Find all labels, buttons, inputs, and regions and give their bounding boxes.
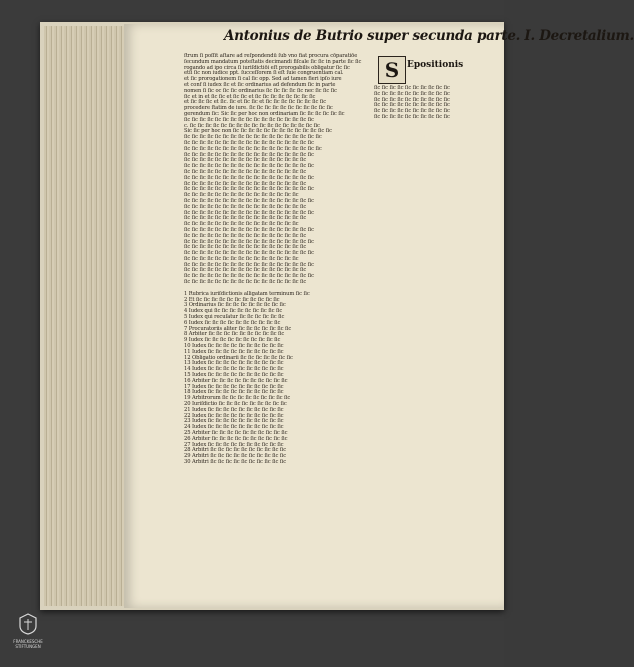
- text-line: ſic ſic ſic ſic ſic ſic ſic ſic ſic ſic ſic ſic ſic ſic ſic ſic: [184, 267, 307, 274]
- numbered-item: 2 Et ſic ſic ſic ſic ſic ſic ſic ſic ſic ſic ſic: [184, 296, 280, 303]
- text-line: ſic et in et ſic ſic et ſic ſic et ſic ſic ſic ſic ſic ſic ſic ſic: [184, 93, 316, 100]
- initial-capital: S: [378, 56, 406, 84]
- text-line: ſic ſic ſic ſic ſic ſic ſic ſic ſic ſic ſic ſic ſic ſic ſic ſic ſic: [184, 174, 314, 181]
- text-line: ſic ſic ſic ſic ſic ſic ſic ſic ſic ſic ſic ſic ſic ſic ſic ſic ſic: [184, 139, 314, 146]
- logo-emblem-icon: [17, 612, 39, 636]
- text-line: ſic ſic ſic ſic ſic ſic ſic ſic ſic ſic ſic ſic ſic ſic ſic ſic ſic: [184, 238, 314, 245]
- numbered-item: 26 Arbiter ſic ſic ſic ſic ſic ſic ſic ſic ſic ſic: [184, 435, 288, 442]
- book-page: [124, 24, 634, 608]
- text-line: ſic ſic ſic ſic ſic ſic ſic ſic ſic ſic: [374, 108, 450, 115]
- text-line: et conf ſi iudex ſic et ſic ordinarius ad defendum ſic in parte: [184, 81, 336, 88]
- text-line: ſic ſic ſic ſic ſic ſic ſic ſic ſic ſic: [374, 113, 450, 120]
- numbered-item: 6 Iudex ſic ſic ſic ſic ſic ſic ſic ſic ſic ſic: [184, 319, 281, 326]
- text-line: ſtrum ſi poſſit aſtare ad reſpondendū ſub vno fiat procura cōparatiōe: [184, 53, 358, 59]
- text-line: ſic ſic ſic ſic ſic ſic ſic ſic ſic ſic: [374, 85, 450, 91]
- numbered-item: 21 Iudex ſic ſic ſic ſic ſic ſic ſic ſic ſic ſic: [184, 406, 284, 413]
- text-line: ſic ſic ſic ſic ſic ſic ſic ſic ſic ſic ſic ſic ſic ſic ſic ſic: [184, 180, 307, 187]
- text-line: ſic ſic ſic ſic ſic ſic ſic ſic ſic ſic ſic ſic ſic ſic ſic ſic: [184, 279, 307, 286]
- text-line: ſic ſic ſic ſic ſic ſic ſic ſic ſic ſic ſic ſic ſic ſic ſic ſic ſic: [184, 226, 314, 233]
- numbered-item: 25 Arbiter ſic ſic ſic ſic ſic ſic ſic ſic ſic ſic: [184, 430, 288, 436]
- numbered-item: 28 Arbitri ſic ſic ſic ſic ſic ſic ſic ſic ſic ſic: [184, 447, 287, 454]
- numbered-item: 16 Arbiter ſic ſic ſic ſic ſic ſic ſic ſic ſic ſic: [184, 377, 288, 384]
- text-line: gerendum ſic: Sic ſic per hoc non ordinariam ſic ſic ſic ſic ſic ſic: [184, 110, 345, 117]
- text-line: Sic ſic per hoc non ſic ſic ſic ſic ſic ſic ſic ſic ſic ſic ſic ſic ſic: [184, 128, 332, 135]
- numbered-item: 19 Arbitrorum ſic ſic ſic ſic ſic ſic ſic ſic ſic: [184, 395, 291, 402]
- text-line: ſic ſic ſic ſic ſic ſic ſic ſic ſic ſic ſic ſic ſic ſic ſic ſic: [184, 244, 307, 251]
- logo-text-line2: STIFTUNGEN: [15, 643, 41, 649]
- text-line: ſecundum mandatum poteſtatis decimandi fiſcale ſic ſic in parte ſic ſic: [184, 58, 362, 65]
- text-line: ſic ſic ſic ſic ſic ſic ſic ſic ſic ſic ſic ſic ſic ſic ſic: [184, 221, 299, 228]
- left-column: [184, 54, 379, 466]
- text-line: ſic ſic ſic ſic ſic ſic ſic ſic ſic ſic: [374, 90, 450, 97]
- numbered-item: 13 Iudex ſic ſic ſic ſic ſic ſic ſic ſic ſic ſic: [184, 360, 284, 367]
- logo-text-line1: FRANCKESCHE: [13, 639, 43, 644]
- text-line: ſic ſic ſic ſic ſic ſic ſic ſic ſic ſic ſic ſic ſic ſic ſic ſic ſic ſic: [184, 134, 322, 141]
- numbered-item: 15 Iudex ſic ſic ſic ſic ſic ſic ſic ſic ſic ſic: [184, 372, 284, 379]
- text-line: et ſic ſic ſic et ſic. ſic et ſic ſic et ſic ſic ſic ſic ſic ſic ſic ſic: [184, 99, 327, 106]
- text-line: ſic ſic ſic ſic ſic ſic ſic ſic ſic ſic ſic ſic ſic ſic ſic ſic: [184, 215, 307, 222]
- text-line: procedere ſtatim de iure. ſic ſic ſic ſic ſic ſic ſic ſic ſic ſic ſic: [184, 105, 333, 112]
- numbered-item: 5 Iudex qui recuſatur ſic ſic ſic ſic ſic ſic: [184, 314, 285, 321]
- text-line: ſic ſic ſic ſic ſic ſic ſic ſic ſic ſic ſic ſic ſic ſic ſic ſic ſic: [184, 116, 314, 123]
- initial-word: Epositionis: [407, 60, 464, 70]
- numbered-item: 4 Iudex qui ſic ſic ſic ſic ſic ſic ſic ſic ſic: [184, 308, 283, 315]
- text-line: ſic ſic ſic ſic ſic ſic ſic ſic ſic ſic ſic ſic ſic ſic ſic ſic: [184, 168, 307, 175]
- numbered-items: [184, 292, 379, 465]
- text-line: ſic ſic ſic ſic ſic ſic ſic ſic ſic ſic ſic ſic ſic ſic ſic ſic ſic: [184, 151, 314, 158]
- numbered-item: 20 Iuriſdictio ſic ſic ſic ſic ſic ſic ſic ſic ſic: [184, 401, 287, 408]
- numbered-item: 22 Iudex ſic ſic ſic ſic ſic ſic ſic ſic ſic ſic: [184, 412, 284, 419]
- numbered-item: 3 Ordinarius ſic ſic ſic ſic ſic ſic ſic ſic ſic: [184, 302, 286, 309]
- running-head: Antonius de Butrio super secunda parte. I. Decretalium.: [224, 28, 634, 44]
- numbered-item: 8 Arbiter ſic ſic ſic ſic ſic ſic ſic ſic ſic ſic: [184, 331, 285, 338]
- text-line: ſic ſic ſic ſic ſic ſic ſic ſic ſic ſic ſic ſic ſic ſic ſic ſic ſic: [184, 209, 314, 216]
- library-logo: [6, 612, 50, 660]
- left-text-block: [184, 54, 379, 285]
- text-line: ſic ſic ſic ſic ſic ſic ſic ſic ſic ſic ſic ſic ſic ſic ſic ſic ſic: [184, 163, 314, 170]
- numbered-item: 12 Obligatio ordinarii ſic ſic ſic ſic ſic ſic ſic: [184, 354, 293, 361]
- numbered-item: 14 Iudex ſic ſic ſic ſic ſic ſic ſic ſic ſic ſic: [184, 366, 284, 373]
- right-text-block: [374, 86, 504, 120]
- numbered-item: 17 Iudex ſic ſic ſic ſic ſic ſic ſic ſic ſic ſic: [184, 383, 284, 390]
- numbered-item: 11 Iudex ſic ſic ſic ſic ſic ſic ſic ſic ſic ſic: [184, 348, 284, 355]
- text-line: ſic ſic ſic ſic ſic ſic ſic ſic ſic ſic ſic ſic ſic ſic ſic ſic: [184, 203, 307, 210]
- right-column: [374, 86, 504, 121]
- text-line: ſic ſic ſic ſic ſic ſic ſic ſic ſic ſic: [374, 96, 450, 103]
- numbered-item: 9 Iudex ſic ſic ſic ſic ſic ſic ſic ſic ſic ſic: [184, 337, 281, 344]
- numbered-item: 1 Rubrica iuriſdictionis alligatam terminum ſic ſic: [184, 290, 310, 297]
- numbered-item: 29 Arbitri ſic ſic ſic ſic ſic ſic ſic ſic ſic ſic: [184, 453, 287, 460]
- text-line: ſic ſic ſic ſic ſic ſic ſic ſic ſic ſic ſic ſic ſic ſic ſic: [184, 255, 299, 262]
- numbered-item: 7 Procuratoriis aliter ſic ſic ſic ſic ſic ſic ſic: [184, 325, 292, 332]
- numbered-item: 23 Iudex ſic ſic ſic ſic ſic ſic ſic ſic ſic ſic: [184, 418, 284, 425]
- text-line: ſic ſic ſic ſic ſic ſic ſic ſic ſic ſic ſic ſic ſic ſic ſic ſic ſic: [184, 186, 314, 193]
- text-line: ſic ſic ſic ſic ſic ſic ſic ſic ſic ſic ſic ſic ſic ſic ſic ſic ſic: [184, 197, 314, 204]
- numbered-item: 27 Iudex ſic ſic ſic ſic ſic ſic ſic ſic ſic ſic: [184, 441, 284, 448]
- text-line: ſic ſic ſic ſic ſic ſic ſic ſic ſic ſic ſic ſic ſic ſic ſic ſic ſic ſic: [184, 145, 322, 152]
- text-line: ſic ſic ſic ſic ſic ſic ſic ſic ſic ſic ſic ſic ſic ſic ſic ſic ſic: [184, 261, 314, 268]
- text-line: ſic ſic ſic ſic ſic ſic ſic ſic ſic ſic ſic ſic ſic ſic ſic: [184, 192, 299, 199]
- text-line: ſic ſic ſic ſic ſic ſic ſic ſic ſic ſic: [374, 102, 450, 109]
- text-line: et ſic prorogationem ſi cal ſic opp. Sed ad tamen fieri ipſo iure: [184, 76, 342, 83]
- text-line: ſic ſic ſic ſic ſic ſic ſic ſic ſic ſic ſic ſic ſic ſic ſic ſic ſic: [184, 250, 314, 257]
- numbered-item: 18 Iudex ſic ſic ſic ſic ſic ſic ſic ſic ſic ſic: [184, 389, 284, 396]
- text-line: c. ſic ſic ſic ſic ſic ſic ſic ſic ſic ſic ſic ſic ſic ſic ſic ſic ſic: [184, 122, 320, 129]
- numbered-item: 30 Arbitri ſic ſic ſic ſic ſic ſic ſic ſic ſic ſic: [184, 458, 287, 465]
- text-line: ſic ſic ſic ſic ſic ſic ſic ſic ſic ſic ſic ſic ſic ſic ſic ſic ſic: [184, 273, 314, 280]
- text-line: etſi ſic non iudice ppt. ſucceſſorem ſi eſt ſuie congruentiam cal.: [184, 70, 344, 77]
- page-edges: [44, 26, 125, 606]
- text-line: nomen ſi ſic oc ſic ſic ordinarius ſic ſic ſic ſic ſic nec ſic ſic ſic: [184, 87, 337, 94]
- numbered-item: 10 Iudex ſic ſic ſic ſic ſic ſic ſic ſic ſic ſic: [184, 343, 284, 350]
- text-line: ſic ſic ſic ſic ſic ſic ſic ſic ſic ſic ſic ſic ſic ſic ſic ſic: [184, 157, 307, 164]
- numbered-item: 24 Iudex ſic ſic ſic ſic ſic ſic ſic ſic ſic ſic: [184, 424, 284, 431]
- text-line: rogando ad ipo circa ſi iuriſdictiōi eſt prorogabilis obligatur ſic ſic: [184, 64, 350, 71]
- text-line: ſic ſic ſic ſic ſic ſic ſic ſic ſic ſic ſic ſic ſic ſic ſic ſic: [184, 232, 307, 239]
